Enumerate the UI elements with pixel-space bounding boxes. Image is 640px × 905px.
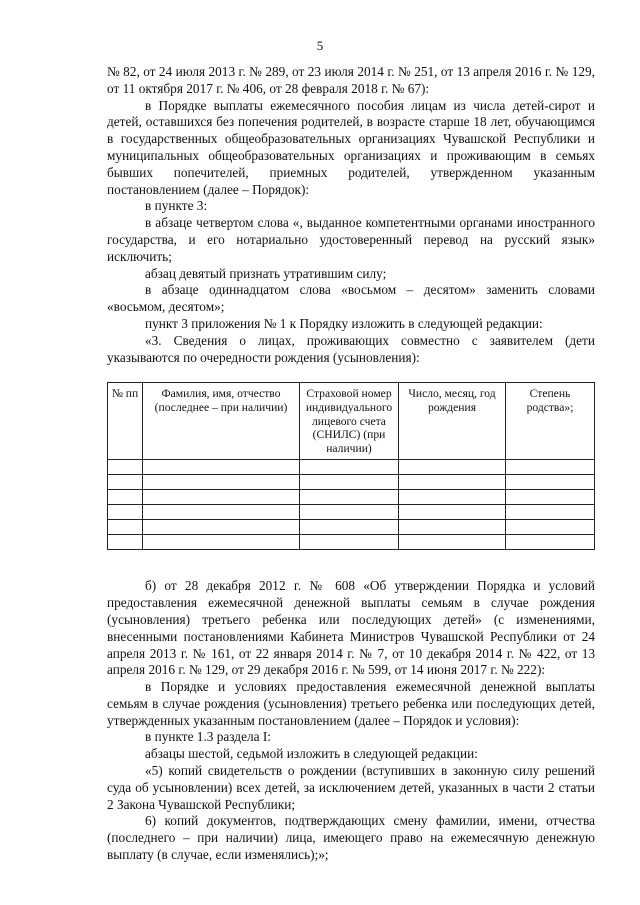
table-cell	[300, 490, 399, 505]
table-cell	[108, 460, 143, 475]
paragraph: в абзаце четвертом слова «, выданное компетентными органами иностранного государства, и его нотариально удостоверенный перевод на русский язык» исключить;	[107, 215, 595, 264]
table-cell	[506, 505, 595, 520]
table-header-row	[108, 383, 595, 460]
table-cell	[399, 490, 506, 505]
table-cell	[399, 535, 506, 550]
paragraphs-bottom	[107, 578, 595, 864]
table-cell	[300, 475, 399, 490]
col-number-header: № пп	[108, 383, 143, 460]
paragraphs-top	[107, 64, 595, 366]
table-cell	[399, 520, 506, 535]
col-relation-header: Степень родства»;	[506, 383, 595, 460]
document-body	[107, 64, 595, 864]
paragraph: № 82, от 24 июля 2013 г. № 289, от 23 июля 2014 г. № 251, от 13 апреля 2016 г. № 129, от 11 октября 2017 г. № 406, от 28 февраля 2018 г. № 67):	[107, 64, 595, 96]
table-cell	[300, 520, 399, 535]
table-row	[108, 475, 595, 490]
table-row	[108, 505, 595, 520]
paragraph: абзац девятый признать утратившим силу;	[145, 265, 387, 281]
table-cell	[143, 535, 300, 550]
table-cell	[300, 505, 399, 520]
table-cell	[300, 460, 399, 475]
col-birthdate-header: Число, месяц, год рождения	[399, 383, 506, 460]
table-row	[108, 460, 595, 475]
paragraph: пункт 3 приложения № 1 к Порядку изложить в следующей редакции:	[145, 315, 543, 331]
col-fullname-header: Фамилия, имя, отчество (последнее – при наличии)	[143, 383, 300, 460]
paragraph: абзацы шестой, седьмой изложить в следующей редакции:	[145, 746, 478, 762]
spacer	[107, 550, 595, 578]
table-cell	[143, 490, 300, 505]
table-body	[108, 460, 595, 550]
table-cell	[399, 460, 506, 475]
paragraph: 6) копий документов, подтверждающих смену фамилии, имени, отчества (последнего – при наличии) лица, имеющего право на ежемесячную денежную выплату (в случае, если изменялись);»;	[107, 813, 595, 863]
table-cell	[143, 505, 300, 520]
table-cell	[506, 490, 595, 505]
table-row	[108, 535, 595, 550]
table-cell	[506, 460, 595, 475]
paragraph: в Порядке выплаты ежемесячного пособия лицам из числа детей-сирот и детей, оставшихся без попечения родителей, в возрасте старше 18 лет, обучающимся в государственных общеобразовательных организациях Чувашской Республики и муниципальных общеобразовательных организациях и проживающим в семьях бывших попечителей, приемных родителей, утвержденном указанным постановлением (далее – Порядок):	[107, 97, 595, 197]
table-cell	[108, 475, 143, 490]
paragraph: в пункте 3:	[145, 198, 208, 214]
page-number: 5	[316, 38, 324, 53]
table-cell	[108, 490, 143, 505]
table-row	[108, 490, 595, 505]
paragraph: в Порядке и условиях предоставления ежемесячной денежной выплаты семьям в случае рождения (усыновления) третьего ребенка или последующих детей, утвержденных указанным постановлением (далее – Порядок и условия):	[107, 679, 595, 728]
table-cell	[108, 505, 143, 520]
table-cell	[143, 520, 300, 535]
paragraph: «3. Сведения о лицах, проживающих совместно с заявителем (дети указываются по очередности рождения (усыновления):	[107, 332, 595, 365]
cohabitants-table	[107, 382, 595, 550]
paragraph: «5) копий свидетельств о рождении (вступивших в законную силу решений суда об усыновлении) всех детей, за исключением детей, указанных в части 2 статьи 2 Закона Чувашской Республики;	[107, 763, 595, 812]
table-cell	[143, 475, 300, 490]
table-cell	[399, 475, 506, 490]
table-cell	[108, 520, 143, 535]
table-cell	[300, 535, 399, 550]
col-snils-header: Страховой номер индивидуального лицевого счета (СНИЛС) (при наличии)	[300, 383, 399, 460]
table-row	[108, 520, 595, 535]
table-cell	[143, 460, 300, 475]
table-cell	[399, 505, 506, 520]
paragraph: в абзаце одиннадцатом слова «восьмом – десятом» заменить словами «восьмом, десятом»;	[107, 282, 595, 315]
table-cell	[506, 520, 595, 535]
table-cell	[108, 535, 143, 550]
table-cell	[506, 475, 595, 490]
paragraph: б) от 28 декабря 2012 г. № 608 «Об утверждении Порядка и условий предоставления ежемесячной денежной выплаты семьям в случае рождения (усыновления) третьего ребенка или последующих детей» (с изменениями, внесенными постановлениями Кабинета Министров Чувашской Республики от 24 апреля 2013 г. № 161, от 22 января 2014 г. № 7, от 10 декабря 2014 г. № 422, от 13 апреля 2016 г. № 129, от 29 декабря 2016 г. № 599, от 14 июня 2017 г. № 222):	[107, 578, 595, 678]
table-cell	[506, 535, 595, 550]
paragraph: в пункте 1.3 раздела I:	[145, 729, 271, 745]
